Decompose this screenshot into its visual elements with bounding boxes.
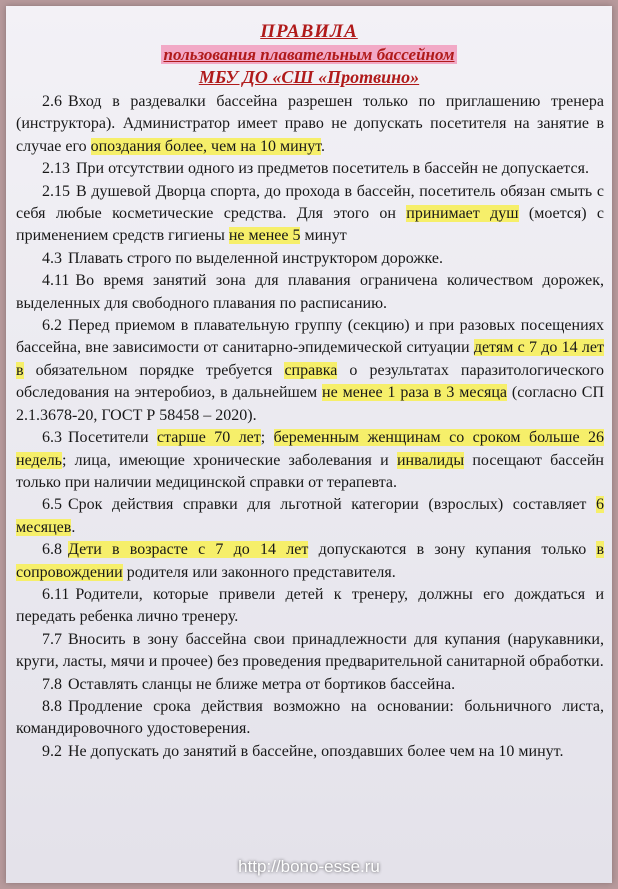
document-title: ПРАВИЛА <box>260 21 358 42</box>
highlighted-text: принимает душ <box>406 205 519 223</box>
rule-item <box>16 494 604 539</box>
rule-item <box>16 181 604 248</box>
rule-number: 2.13 <box>42 160 70 178</box>
rule-text: посещают бассейн только при наличии медицинской справки от терапевта. <box>16 451 604 491</box>
rule-item <box>16 584 604 629</box>
rule-text: Во время занятий зона для плавания ограничена количеством дорожек, выделенных для свободного плавания по расписанию. <box>16 272 604 312</box>
rule-item <box>16 674 604 696</box>
rules-sheet <box>6 6 612 883</box>
rule-number: 9.2 <box>42 742 62 760</box>
subtitle-text: пользования плавательным бассейном <box>163 45 455 64</box>
rule-number: 6.2 <box>42 317 62 335</box>
rule-item <box>16 427 604 494</box>
rule-number: 2.6 <box>42 93 62 110</box>
document-subtitle <box>6 43 612 66</box>
organization-name: МБУ ДО «СШ «Протвино» <box>198 67 420 87</box>
highlighted-text: Дети в возрасте с 7 до 14 лет <box>68 541 309 559</box>
rule-number: 7.8 <box>42 675 62 693</box>
rule-item <box>16 248 604 270</box>
rule-text: В душевой Дворца спорта, до прохода в бассейн, посетитель обязан смыть с себя любые косметические средства. Для этого он <box>16 182 604 223</box>
rule-number: 2.15 <box>42 182 70 200</box>
highlighted-text: не менее 5 <box>228 227 301 245</box>
highlighted-text: 6 месяцев <box>16 496 604 536</box>
highlighted-text: не менее 1 раза в 3 месяца <box>322 384 508 402</box>
highlighted-text: беременным женщинам со сроком больше 26 недель <box>16 429 605 469</box>
rule-number: 7.7 <box>42 630 62 648</box>
rule-item <box>16 270 604 315</box>
highlighted-text: в сопровождении <box>16 541 604 581</box>
rule-text: Продление срока действия возможно на основании: больничного листа, командировочного удостоверения. <box>16 697 604 738</box>
rule-item <box>16 91 604 158</box>
rule-text: Посетители <box>68 429 157 447</box>
highlighted-text: справка <box>284 361 338 379</box>
rule-item <box>16 741 604 763</box>
rule-text: минут <box>300 227 347 245</box>
rule-number: 6.3 <box>42 429 62 447</box>
rule-text: Вносить в зону бассейна свои принадлежности для купания (нарукавники, круги, ласты, мячи и прочее) без проведения предварительной санитарной обработки. <box>16 630 604 671</box>
rules-list <box>16 91 604 763</box>
rule-text: о результатах паразитологического обследования на энтеробиоз, в дальнейшем <box>16 361 605 402</box>
rule-text: Родители, которые привели детей к тренеру, должны его дождаться и передать ребенка лично тренеру. <box>16 585 604 626</box>
rule-item <box>16 539 604 584</box>
rule-text: Оставлять сланцы не ближе метра от бортиков бассейна. <box>68 675 456 693</box>
highlighted-text: детям с 7 до 14 лет в <box>16 339 605 379</box>
source-watermark: http://bono-esse.ru <box>238 857 380 876</box>
rule-number: 4.3 <box>42 249 62 267</box>
rule-text: Плавать строго по выделенной инструктором дорожке. <box>68 249 443 267</box>
rule-item <box>16 158 604 180</box>
rule-text: При отсутствии одного из предметов посетитель в бассейн не допускается. <box>76 160 589 178</box>
document-header <box>6 20 612 89</box>
rule-item <box>16 315 604 427</box>
rule-text: . <box>321 137 326 155</box>
rule-item <box>16 696 604 741</box>
rule-text: ; <box>260 429 274 447</box>
rule-number: 6.5 <box>42 496 62 514</box>
rule-text: обязательном порядке требуется <box>23 361 285 379</box>
rule-text: Не допускать до занятий в бассейне, опоздавших более чем на 10 минут. <box>68 742 564 760</box>
rule-text: Вход в раздевалки бассейна разрешен только по приглашению тренера (инструктора). Администратор имеет право не допускать посетителя на занятие в случае его <box>16 93 604 155</box>
rule-text: ; лица, имеющие хронические заболевания и <box>61 451 397 469</box>
highlighted-text: опоздания более, чем на 10 минут <box>90 137 322 155</box>
rule-number: 6.8 <box>42 541 62 559</box>
rule-text: Срок действия справки для льготной категории (взрослых) составляет <box>68 496 596 514</box>
rule-text: родителя или законного представителя. <box>122 563 396 581</box>
rule-number: 8.8 <box>42 697 62 715</box>
rule-text: . <box>71 518 76 536</box>
rule-number: 6.11 <box>42 585 70 603</box>
rule-item <box>16 629 604 674</box>
rule-text: Перед приемом в плавательную группу (секцию) и при разовых посещениях бассейна, вне зависимости от санитарно-эпидемической ситуации <box>16 317 604 357</box>
highlighted-text: инвалиды <box>396 451 465 469</box>
rule-number: 4.11 <box>42 272 70 290</box>
rule-text: (моется) с применением средств гигиены <box>16 205 605 245</box>
rule-text: (согласно СП 2.1.3678-20, ГОСТ Р 58458 – 2020). <box>16 384 605 424</box>
rule-text: допускаются в зону купания только <box>308 541 597 559</box>
highlighted-text: старше 70 лет <box>157 429 261 447</box>
